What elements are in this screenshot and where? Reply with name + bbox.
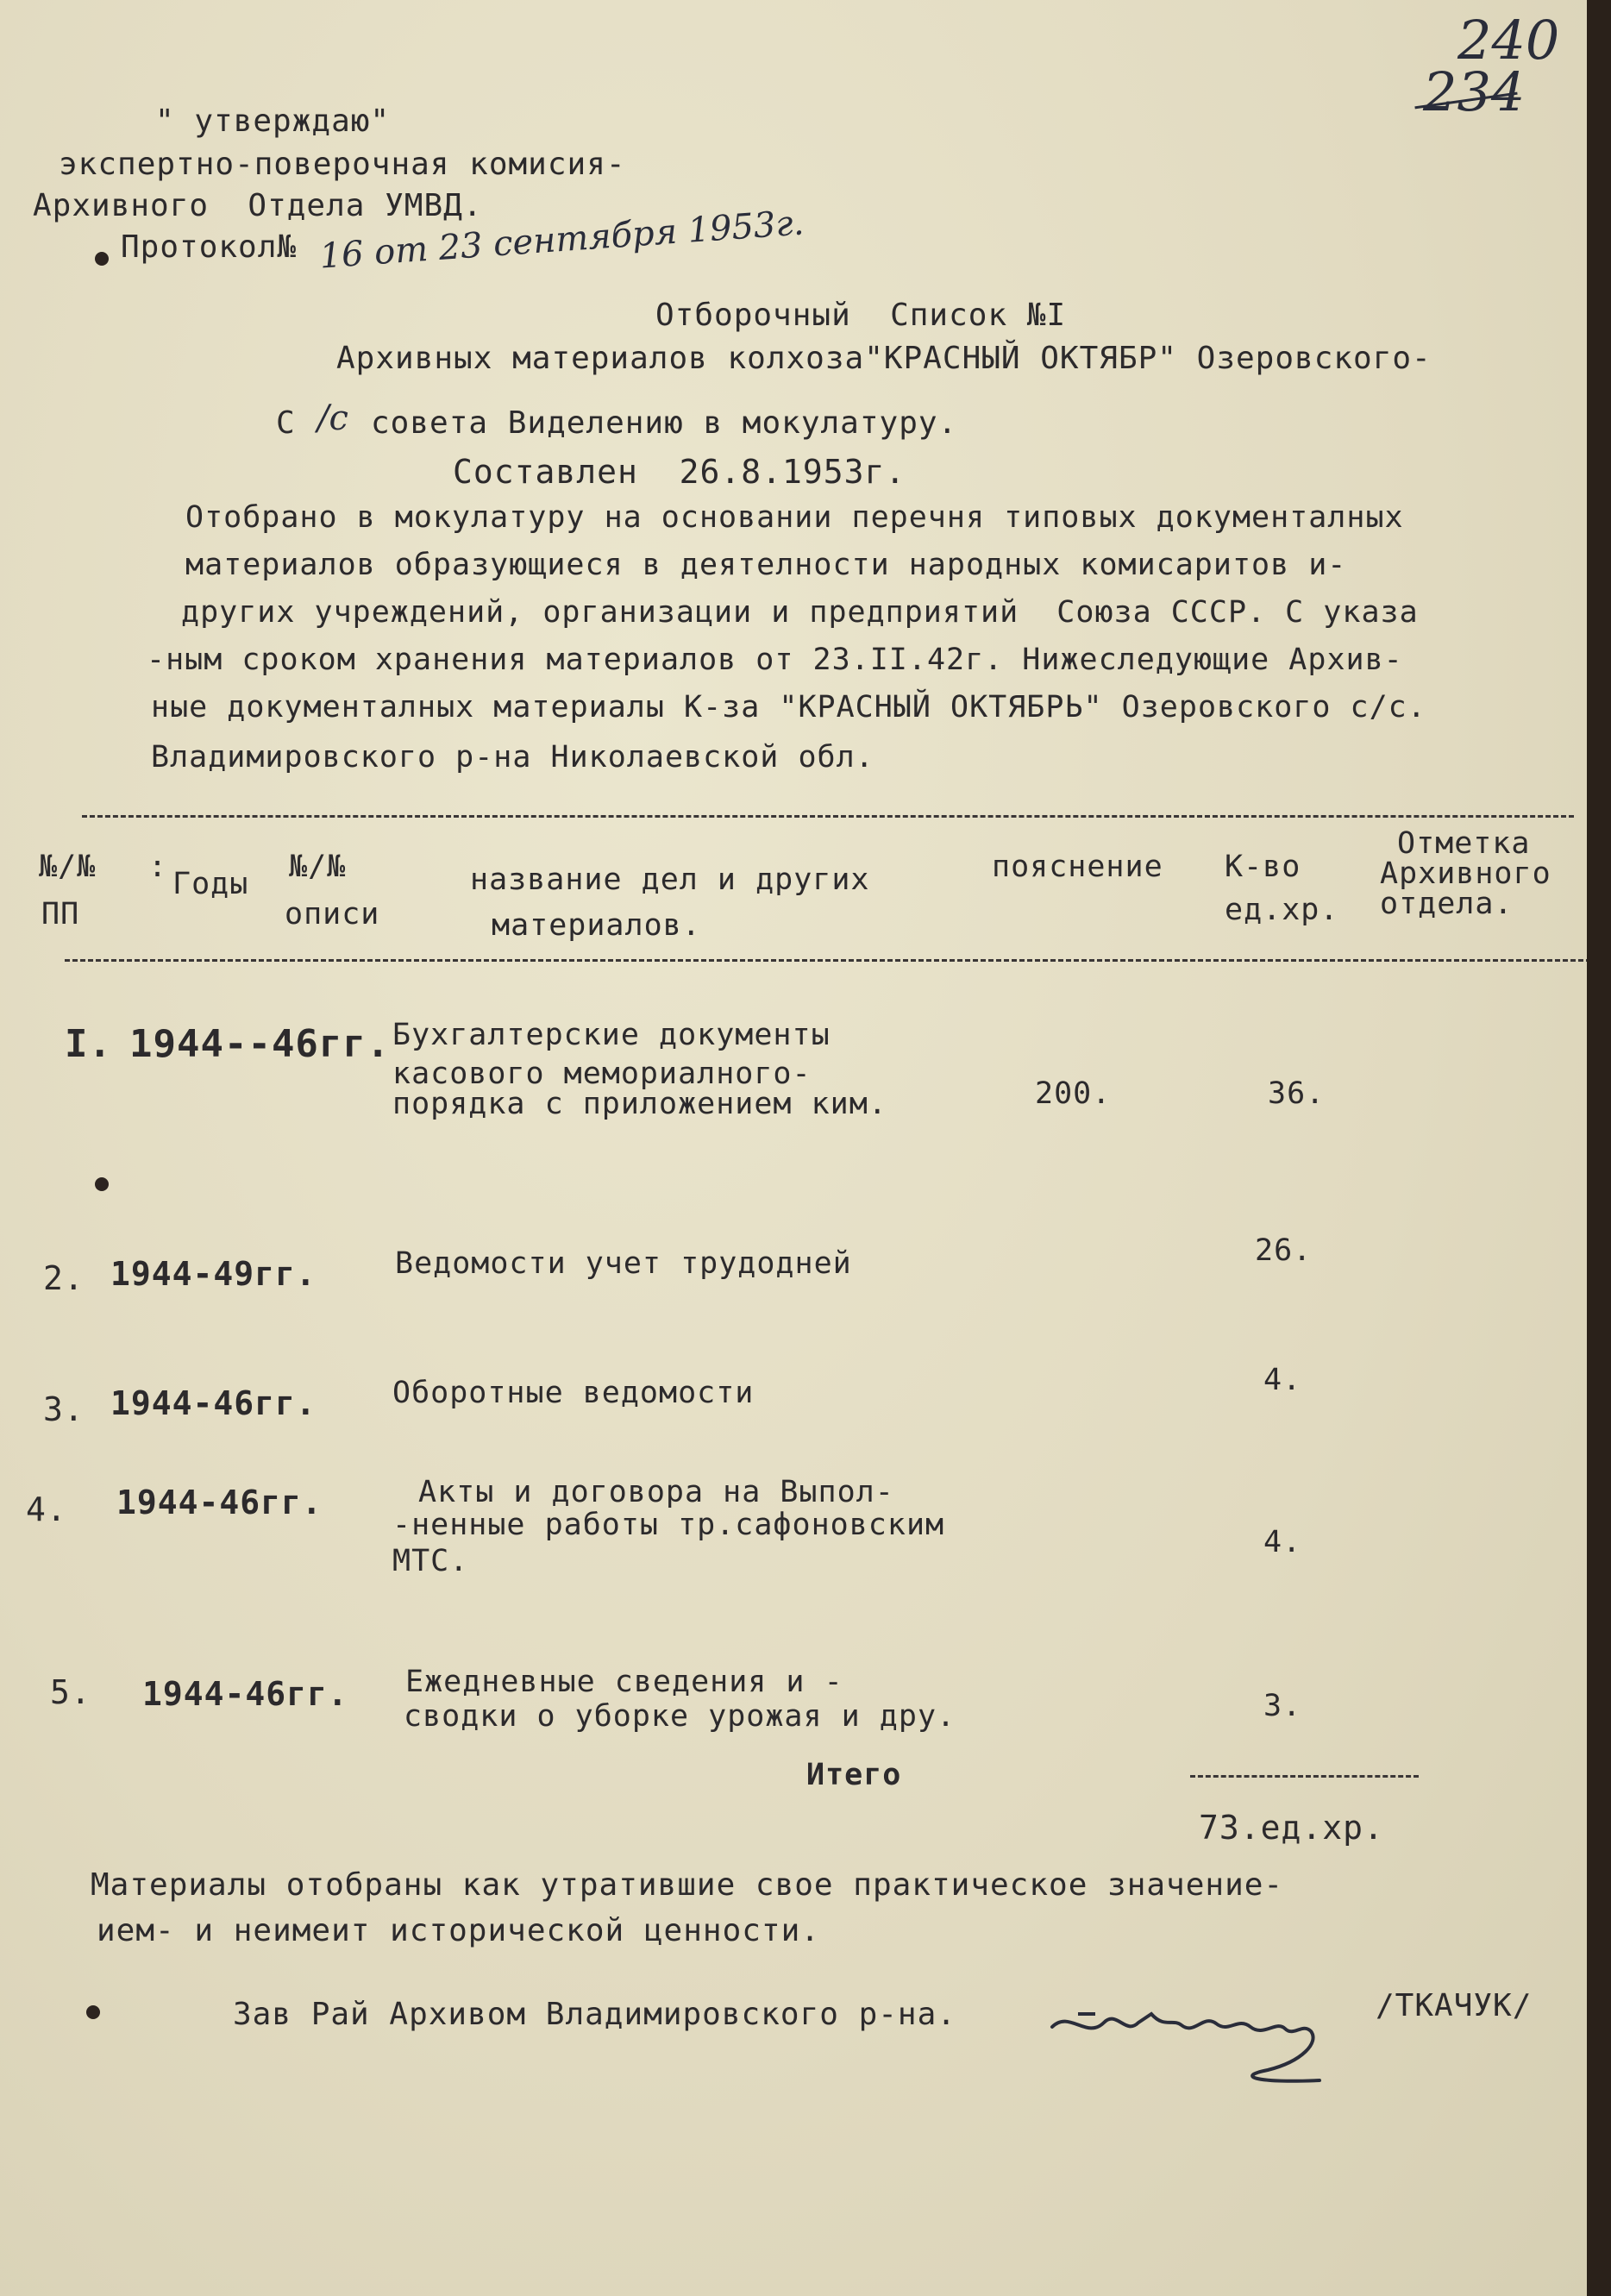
header-note: пояснение	[992, 850, 1163, 884]
protocol-handwritten: 16 от 23 сентября 1953г.	[318, 203, 806, 277]
body-line-1: Отобрано в мокулатуру на основании перечня типовых документалных	[185, 500, 1404, 535]
page-number-bottom: 234	[1423, 60, 1526, 123]
row-num: 4.	[26, 1490, 67, 1528]
row-num: I.	[65, 1022, 112, 1066]
page-edge	[1587, 0, 1611, 2296]
list-subtitle: Архивных материалов колхоза"КРАСНЫЙ ОКТЯБР" Озеровского-	[336, 341, 1432, 376]
body-line-2: материалов образующиеся в деятелности народных комисаритов и-	[185, 548, 1347, 582]
row-note: 200.	[1035, 1076, 1112, 1111]
header-sep: :	[148, 850, 168, 884]
punch-hole	[86, 2005, 100, 2019]
row-name-line: -ненные работы тр.сафоновским	[392, 1508, 945, 1542]
page-number-top: 240	[1457, 9, 1560, 72]
row-num: 3.	[43, 1390, 85, 1428]
row-name-line: Бухгалтерские документы	[392, 1018, 831, 1052]
row-num: 5.	[50, 1673, 91, 1711]
row-name-line: порядка с приложением ким.	[392, 1087, 887, 1121]
approval-line-1: " утверждаю"	[155, 104, 391, 139]
header-mark-3: отдела.	[1380, 887, 1514, 921]
row-qty: 4.	[1263, 1525, 1302, 1559]
row-name-line: Ежедневные сведения и -	[405, 1665, 843, 1699]
header-qty-2: ед.хр.	[1225, 893, 1339, 927]
body-line-4: -ным сроком хранения материалов от 23.II.42г. Нижеследующие Архив-	[147, 643, 1403, 677]
header-inv-2: описи	[285, 897, 380, 932]
header-years: Годы	[172, 867, 249, 901]
signer-name: /ТКАЧУК/	[1376, 1988, 1533, 2023]
row-qty: 36.	[1268, 1076, 1326, 1111]
signature-caption: Зав Рай Архивом Владимировского р-на.	[233, 1997, 956, 2032]
footer-line-1: Материалы отобраны как утратившие свое практическое значение-	[91, 1867, 1284, 1903]
compiled-date: Составлен 26.8.1953г.	[453, 453, 906, 491]
header-num-2: ПП	[41, 897, 80, 932]
row-years: 1944-49гг.	[110, 1255, 317, 1293]
total-rule	[1190, 1775, 1419, 1778]
body-line-5: ные документалных материалы К-за "КРАСНЫЙ ОКТЯБРЬ" Озеровского с/с.	[151, 690, 1426, 725]
total-label: Итего	[806, 1758, 902, 1792]
header-inv-1: №/№	[289, 850, 347, 884]
row-years: 1944-46гг.	[116, 1484, 323, 1521]
signature-image	[1044, 1975, 1371, 2096]
table-header-rule	[65, 959, 1591, 962]
approval-line-3: Архивного Отдела УМВД.	[33, 188, 483, 223]
header-name-1: название дел и других	[470, 863, 870, 897]
row-qty: 26.	[1255, 1233, 1313, 1268]
list-subtitle-2-rest: совета Виделению в мокулатуру.	[371, 405, 958, 441]
header-qty-1: К-во	[1225, 850, 1301, 884]
row-years: 1944-46гг.	[110, 1384, 317, 1422]
row-name-line: сводки о уборке урожая и дру.	[404, 1699, 956, 1734]
list-subtitle-2-hand: /с	[317, 398, 348, 438]
total-value: 73.ед.хр.	[1199, 1809, 1384, 1847]
header-mark-2: Архивного	[1380, 856, 1551, 891]
row-qty: 3.	[1263, 1689, 1302, 1723]
protocol-label: Протокол№	[121, 229, 298, 265]
table-top-rule	[82, 815, 1574, 818]
approval-line-2: экспертно-поверочная комисия-	[59, 147, 626, 182]
header-mark-1: Отметка	[1397, 826, 1531, 861]
row-name-line: Ведомости учет трудодней	[395, 1246, 852, 1281]
header-name-2: материалов.	[492, 908, 701, 943]
row-years: 1944--46гг.	[129, 1022, 391, 1066]
punch-hole	[95, 252, 109, 266]
body-line-6: Владимировского р-на Николаевской обл.	[151, 740, 874, 775]
list-subtitle-2-prefix: С	[276, 405, 296, 441]
row-name-line: Акты и договора на Выпол-	[418, 1475, 894, 1509]
body-line-3: других учреждений, организации и предприятий Союза СССР. С указа	[181, 595, 1419, 630]
header-num-1: №/№	[39, 850, 97, 884]
punch-hole	[95, 1177, 109, 1191]
row-name-line: МТС.	[392, 1544, 469, 1578]
row-years: 1944-46гг.	[142, 1675, 348, 1713]
row-qty: 4.	[1263, 1363, 1302, 1397]
row-num: 2.	[43, 1259, 85, 1297]
row-name-line: Оборотные ведомости	[392, 1376, 755, 1410]
list-title: Отборочный Список №I	[655, 298, 1067, 333]
footer-line-2: ием- и неимеит исторической ценности.	[97, 1913, 820, 1948]
row-name-line: касового мемориалного-	[392, 1057, 812, 1091]
